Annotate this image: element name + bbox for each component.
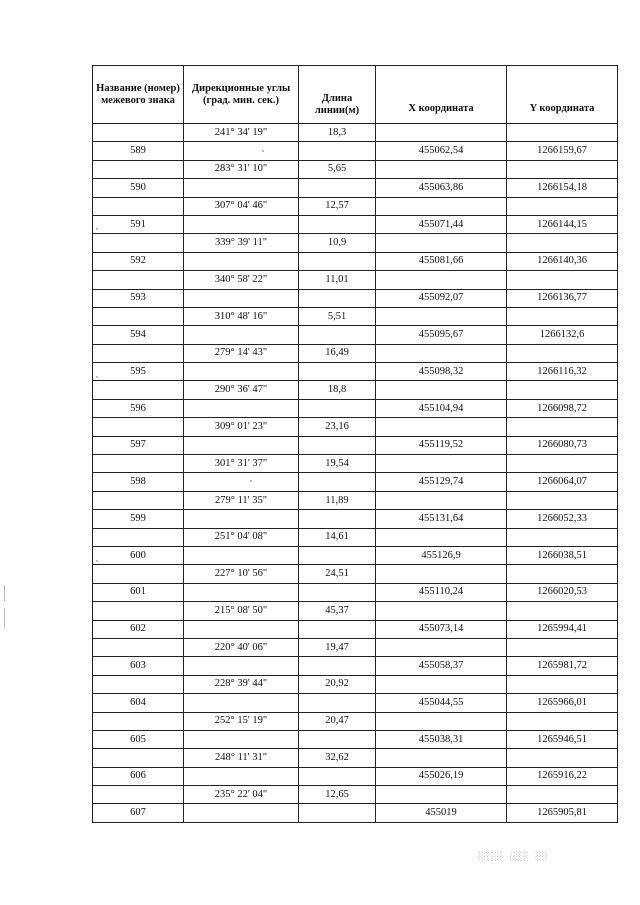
cell-x: 455081,66 (376, 252, 507, 270)
cell-y (507, 124, 618, 142)
cell-length (299, 730, 376, 748)
cell-name (93, 786, 184, 804)
cell-angle (184, 363, 299, 381)
table-row (93, 675, 618, 693)
cell-y: 1266140,36 (507, 252, 618, 270)
cell-length: 19,54 (299, 455, 376, 473)
cell-length (299, 546, 376, 564)
table-row (93, 418, 618, 436)
cell-y (507, 712, 618, 730)
table-row (93, 160, 618, 178)
margin-mark (4, 585, 5, 601)
cell-name: 598 (93, 473, 184, 491)
cell-y: 1266064,07 (507, 473, 618, 491)
cell-x (376, 528, 507, 546)
cell-angle (184, 436, 299, 454)
table-body (93, 124, 618, 823)
scan-speck (250, 480, 252, 482)
cell-x: 455038,31 (376, 730, 507, 748)
cell-name: 604 (93, 694, 184, 712)
cell-y (507, 565, 618, 583)
cell-y (507, 344, 618, 362)
cell-angle: 235° 22' 04" (184, 786, 299, 804)
cell-length: 23,16 (299, 418, 376, 436)
cell-name (93, 749, 184, 767)
cell-y (507, 455, 618, 473)
cell-y: 1265905,81 (507, 804, 618, 822)
cell-y: 1266116,32 (507, 363, 618, 381)
table-row (93, 694, 618, 712)
cell-angle: 309° 01' 23" (184, 418, 299, 436)
cell-angle: 307° 04' 46" (184, 197, 299, 215)
cell-name: 594 (93, 326, 184, 344)
cell-angle: 339° 39' 11" (184, 234, 299, 252)
cell-length: 11,01 (299, 271, 376, 289)
table-row (93, 234, 618, 252)
cell-name: 592 (93, 252, 184, 270)
cell-length (299, 473, 376, 491)
cell-length (299, 620, 376, 638)
cell-x: 455098,32 (376, 363, 507, 381)
cell-angle: 228° 39' 44" (184, 675, 299, 693)
cell-y: 1266136,77 (507, 289, 618, 307)
table-row (93, 510, 618, 528)
cell-angle: 279° 14' 43" (184, 344, 299, 362)
cell-y (507, 749, 618, 767)
cell-name (93, 528, 184, 546)
cell-y (507, 602, 618, 620)
cell-x (376, 491, 507, 509)
cell-angle: 279° 11' 35" (184, 491, 299, 509)
header-name: Название (номер) межевого знака (93, 66, 184, 124)
cell-y: 1265946,51 (507, 730, 618, 748)
cell-x: 455063,86 (376, 179, 507, 197)
cell-length (299, 436, 376, 454)
cell-length (299, 363, 376, 381)
table-row (93, 473, 618, 491)
table-row (93, 712, 618, 730)
cell-y: 1266132,6 (507, 326, 618, 344)
table-row (93, 252, 618, 270)
table-row (93, 436, 618, 454)
cell-length: 18,3 (299, 124, 376, 142)
cell-y: 1266154,18 (507, 179, 618, 197)
cell-name (93, 638, 184, 656)
cell-angle: 340° 58' 22" (184, 271, 299, 289)
cell-name (93, 344, 184, 362)
cell-angle: 241° 34' 19" (184, 124, 299, 142)
cell-x (376, 381, 507, 399)
cell-name (93, 124, 184, 142)
cell-x: 455092,07 (376, 289, 507, 307)
cell-x: 455044,55 (376, 694, 507, 712)
cell-length: 18,8 (299, 381, 376, 399)
cell-angle (184, 620, 299, 638)
cell-y: 1265966,01 (507, 694, 618, 712)
header-angle: Дирекционные углы (град. мин. сек.) (184, 66, 299, 124)
cell-angle (184, 583, 299, 601)
cell-x (376, 786, 507, 804)
table-row (93, 749, 618, 767)
scan-speck (96, 376, 98, 378)
cell-y: 1266144,15 (507, 215, 618, 233)
cell-x: 455104,94 (376, 399, 507, 417)
cell-x (376, 307, 507, 325)
cell-name: 603 (93, 657, 184, 675)
cell-length (299, 399, 376, 417)
cell-length: 24,51 (299, 565, 376, 583)
cell-name (93, 197, 184, 215)
table-row (93, 363, 618, 381)
cell-name (93, 565, 184, 583)
cell-x (376, 638, 507, 656)
cell-length (299, 804, 376, 822)
cell-name (93, 491, 184, 509)
cell-angle: 251° 04' 08" (184, 528, 299, 546)
cell-name: 595 (93, 363, 184, 381)
cell-angle (184, 657, 299, 675)
cell-x (376, 160, 507, 178)
cell-name: 600 (93, 546, 184, 564)
cell-y (507, 271, 618, 289)
cell-name (93, 712, 184, 730)
coordinates-table (92, 65, 618, 823)
table-row (93, 271, 618, 289)
cell-length: 12,65 (299, 786, 376, 804)
table-row (93, 657, 618, 675)
table-row (93, 528, 618, 546)
cell-name: 597 (93, 436, 184, 454)
cell-length (299, 510, 376, 528)
cell-length: 5,65 (299, 160, 376, 178)
cell-x: 455095,67 (376, 326, 507, 344)
cell-name: 599 (93, 510, 184, 528)
cell-angle (184, 694, 299, 712)
table-row (93, 179, 618, 197)
scan-speck (262, 150, 264, 152)
cell-length: 16,49 (299, 344, 376, 362)
cell-length (299, 767, 376, 785)
cell-angle: 220° 40' 06" (184, 638, 299, 656)
cell-angle: 252° 15' 19" (184, 712, 299, 730)
table-row (93, 767, 618, 785)
table-row (93, 583, 618, 601)
table-row (93, 197, 618, 215)
cell-x: 455119,52 (376, 436, 507, 454)
cell-angle: 301° 31' 37" (184, 455, 299, 473)
faded-stamp: ░░░░ ░░░ ░░ (478, 852, 549, 862)
cell-y: 1266038,51 (507, 546, 618, 564)
cell-x (376, 124, 507, 142)
cell-y (507, 197, 618, 215)
cell-name: 593 (93, 289, 184, 307)
cell-angle (184, 473, 299, 491)
cell-length (299, 252, 376, 270)
cell-name (93, 675, 184, 693)
table-row (93, 730, 618, 748)
cell-length: 14,61 (299, 528, 376, 546)
cell-length: 32,62 (299, 749, 376, 767)
cell-y (507, 675, 618, 693)
cell-y: 1266052,33 (507, 510, 618, 528)
cell-x (376, 344, 507, 362)
table-row (93, 381, 618, 399)
cell-angle (184, 326, 299, 344)
cell-length: 5,51 (299, 307, 376, 325)
cell-y (507, 234, 618, 252)
cell-name: 589 (93, 142, 184, 160)
table-row (93, 455, 618, 473)
cell-name (93, 418, 184, 436)
table-row (93, 344, 618, 362)
cell-name: 590 (93, 179, 184, 197)
cell-angle (184, 399, 299, 417)
cell-y (507, 528, 618, 546)
table-row (93, 804, 618, 822)
cell-length (299, 215, 376, 233)
cell-y (507, 160, 618, 178)
cell-y: 1266098,72 (507, 399, 618, 417)
cell-name: 606 (93, 767, 184, 785)
cell-name (93, 455, 184, 473)
table-row (93, 491, 618, 509)
cell-length (299, 179, 376, 197)
table-row (93, 565, 618, 583)
cell-angle (184, 730, 299, 748)
table-row (93, 620, 618, 638)
table-row (93, 124, 618, 142)
cell-length: 20,92 (299, 675, 376, 693)
cell-y (507, 638, 618, 656)
cell-angle: 248° 11' 31" (184, 749, 299, 767)
cell-length: 45,37 (299, 602, 376, 620)
cell-x: 455131,64 (376, 510, 507, 528)
table-row (93, 602, 618, 620)
cell-x (376, 675, 507, 693)
cell-x: 455110,24 (376, 583, 507, 601)
cell-y: 1265981,72 (507, 657, 618, 675)
cell-angle: 310° 48' 16" (184, 307, 299, 325)
cell-y: 1266159,67 (507, 142, 618, 160)
table-row (93, 215, 618, 233)
cell-y (507, 418, 618, 436)
cell-length (299, 694, 376, 712)
table-row (93, 786, 618, 804)
table-header-row (93, 66, 618, 124)
scan-speck (96, 228, 98, 230)
cell-y: 1266020,53 (507, 583, 618, 601)
cell-length (299, 142, 376, 160)
cell-x (376, 712, 507, 730)
table-row (93, 142, 618, 160)
table-row (93, 307, 618, 325)
cell-name: 596 (93, 399, 184, 417)
cell-angle (184, 215, 299, 233)
cell-name (93, 307, 184, 325)
cell-y: 1266080,73 (507, 436, 618, 454)
header-x: X координата (376, 66, 507, 124)
cell-length: 12,57 (299, 197, 376, 215)
cell-x (376, 602, 507, 620)
cell-angle (184, 546, 299, 564)
cell-y (507, 381, 618, 399)
cell-angle (184, 804, 299, 822)
scan-speck (96, 560, 98, 562)
cell-x: 455019 (376, 804, 507, 822)
cell-length: 11,89 (299, 491, 376, 509)
header-y: Y координата (507, 66, 618, 124)
cell-y: 1265994,41 (507, 620, 618, 638)
cell-length (299, 583, 376, 601)
header-length: Длина линии(м) (299, 66, 376, 124)
cell-x: 455071,44 (376, 215, 507, 233)
cell-name (93, 381, 184, 399)
table-row (93, 638, 618, 656)
cell-length (299, 289, 376, 307)
cell-name (93, 234, 184, 252)
cell-x: 455073,14 (376, 620, 507, 638)
cell-name (93, 160, 184, 178)
cell-length: 10,9 (299, 234, 376, 252)
cell-angle (184, 289, 299, 307)
cell-x (376, 749, 507, 767)
cell-angle: 283° 31' 10" (184, 160, 299, 178)
cell-angle (184, 142, 299, 160)
cell-name: 591 (93, 215, 184, 233)
cell-x: 455062,54 (376, 142, 507, 160)
cell-angle: 215° 08' 50" (184, 602, 299, 620)
cell-y (507, 491, 618, 509)
cell-angle: 290° 36' 47" (184, 381, 299, 399)
cell-y: 1265916,22 (507, 767, 618, 785)
cell-x: 455026,19 (376, 767, 507, 785)
cell-y (507, 786, 618, 804)
cell-angle (184, 767, 299, 785)
cell-name (93, 602, 184, 620)
cell-length: 20,47 (299, 712, 376, 730)
cell-name: 607 (93, 804, 184, 822)
cell-x: 455129,74 (376, 473, 507, 491)
cell-length: 19,47 (299, 638, 376, 656)
cell-x (376, 455, 507, 473)
table-row (93, 546, 618, 564)
cell-name: 601 (93, 583, 184, 601)
cell-angle (184, 510, 299, 528)
cell-name: 602 (93, 620, 184, 638)
table-row (93, 399, 618, 417)
cell-angle (184, 179, 299, 197)
cell-x (376, 234, 507, 252)
cell-y (507, 307, 618, 325)
cell-name: 605 (93, 730, 184, 748)
cell-angle (184, 252, 299, 270)
cell-length (299, 657, 376, 675)
table-row (93, 289, 618, 307)
table-row (93, 326, 618, 344)
cell-x: 455058,37 (376, 657, 507, 675)
cell-angle: 227° 10' 56" (184, 565, 299, 583)
cell-x: 455126,9 (376, 546, 507, 564)
cell-x (376, 565, 507, 583)
cell-name (93, 271, 184, 289)
cell-x (376, 418, 507, 436)
cell-x (376, 271, 507, 289)
cell-x (376, 197, 507, 215)
cell-length (299, 326, 376, 344)
margin-mark (4, 608, 5, 628)
